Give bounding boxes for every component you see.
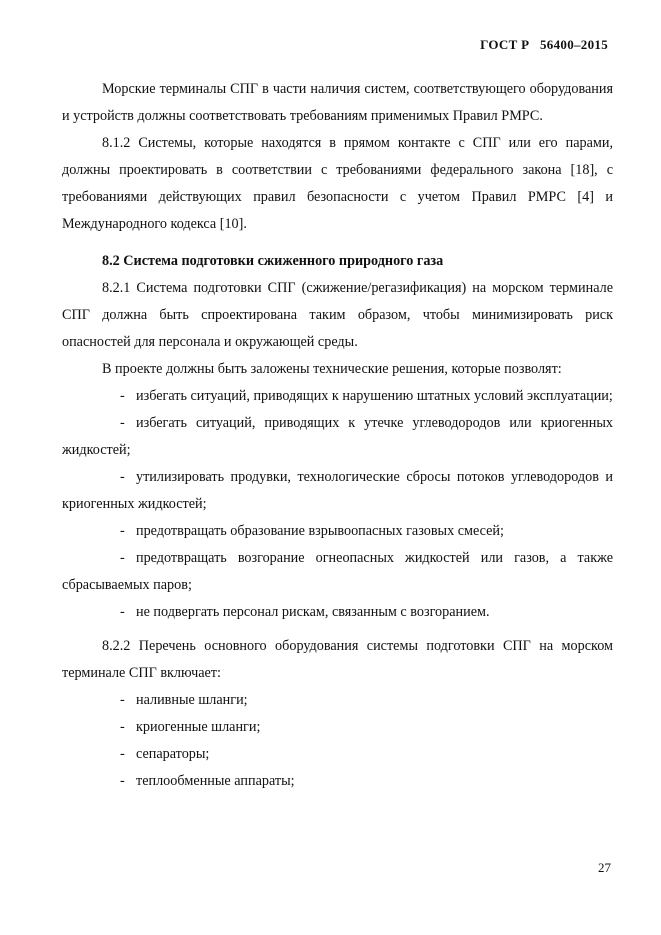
- list-dash: -: [120, 773, 125, 789]
- paragraph-8-1-2: 8.1.2 Системы, которые находятся в прямом контакте с СПГ или его парами, должны проектировать в соответствии с требованиями федерального закона [18], с требованиями действующих правил безопасности с учетом Правил РМРС [4] и Международного кодекса [10].: [62, 135, 613, 232]
- section-heading-8-2: 8.2 Система подготовки сжиженного природного газа: [102, 253, 444, 269]
- list-item: [62, 410, 613, 464]
- list-dash: -: [120, 604, 125, 620]
- list-item-text: наливные шланги;: [136, 692, 248, 708]
- list-item-text: избегать ситуаций, приводящих к нарушению штатных условий эксплуатации;: [136, 388, 613, 404]
- list-dash: -: [120, 388, 125, 404]
- list-item: [62, 383, 613, 410]
- list-item-text: не подвергать персонал рискам, связанным с возгоранием.: [136, 604, 490, 620]
- list-item: [62, 741, 613, 768]
- paragraph-design-solutions: В проекте должны быть заложены технические решения, которые позволят:: [102, 361, 562, 377]
- page-header-standard: ГОСТ Р 56400–2015: [480, 37, 608, 52]
- list-item-text: криогенные шланги;: [136, 719, 261, 735]
- list-item-text: предотвращать образование взрывоопасных газовых смесей;: [136, 523, 504, 539]
- list-dash: -: [120, 746, 125, 762]
- list-item: [62, 599, 613, 626]
- list-item: [62, 714, 613, 741]
- list-item: [62, 687, 613, 714]
- list-item-text: теплообменные аппараты;: [136, 773, 295, 789]
- paragraph-terminals: Морские терминалы СПГ в части наличия систем, соответствующего оборудования и устройств должны соответствовать требованиям применимых Правил РМРС.: [62, 81, 613, 124]
- list-dash: -: [120, 692, 125, 708]
- list-item: [62, 545, 613, 599]
- list-item: [62, 464, 613, 518]
- page-content: [62, 76, 613, 795]
- list-dash: -: [120, 469, 125, 485]
- list-dash: -: [120, 550, 125, 566]
- list-dash: -: [120, 719, 125, 735]
- list-item: [62, 518, 613, 545]
- list-item-text: сепараторы;: [136, 746, 210, 762]
- page-number: 27: [598, 860, 611, 875]
- list-item: [62, 768, 613, 795]
- list-item-text: утилизировать продувки, технологические сбросы потоков углеводородов и криогенных жидкостей;: [62, 469, 613, 512]
- list-item-text: избегать ситуаций, приводящих к утечке углеводородов или криогенных жидкостей;: [62, 415, 613, 458]
- list-item-text: предотвращать возгорание огнеопасных жидкостей или газов, а также сбрасываемых паров;: [62, 550, 613, 593]
- list-dash: -: [120, 415, 125, 431]
- list-dash: -: [120, 523, 125, 539]
- paragraph-8-2-2: 8.2.2 Перечень основного оборудования системы подготовки СПГ на морском терминале СПГ включает:: [62, 638, 613, 681]
- paragraph-8-2-1: 8.2.1 Система подготовки СПГ (сжижение/регазификация) на морском терминале СПГ должна быть спроектирована таким образом, чтобы минимизировать риск опасностей для персонала и окружающей среды.: [62, 280, 613, 350]
